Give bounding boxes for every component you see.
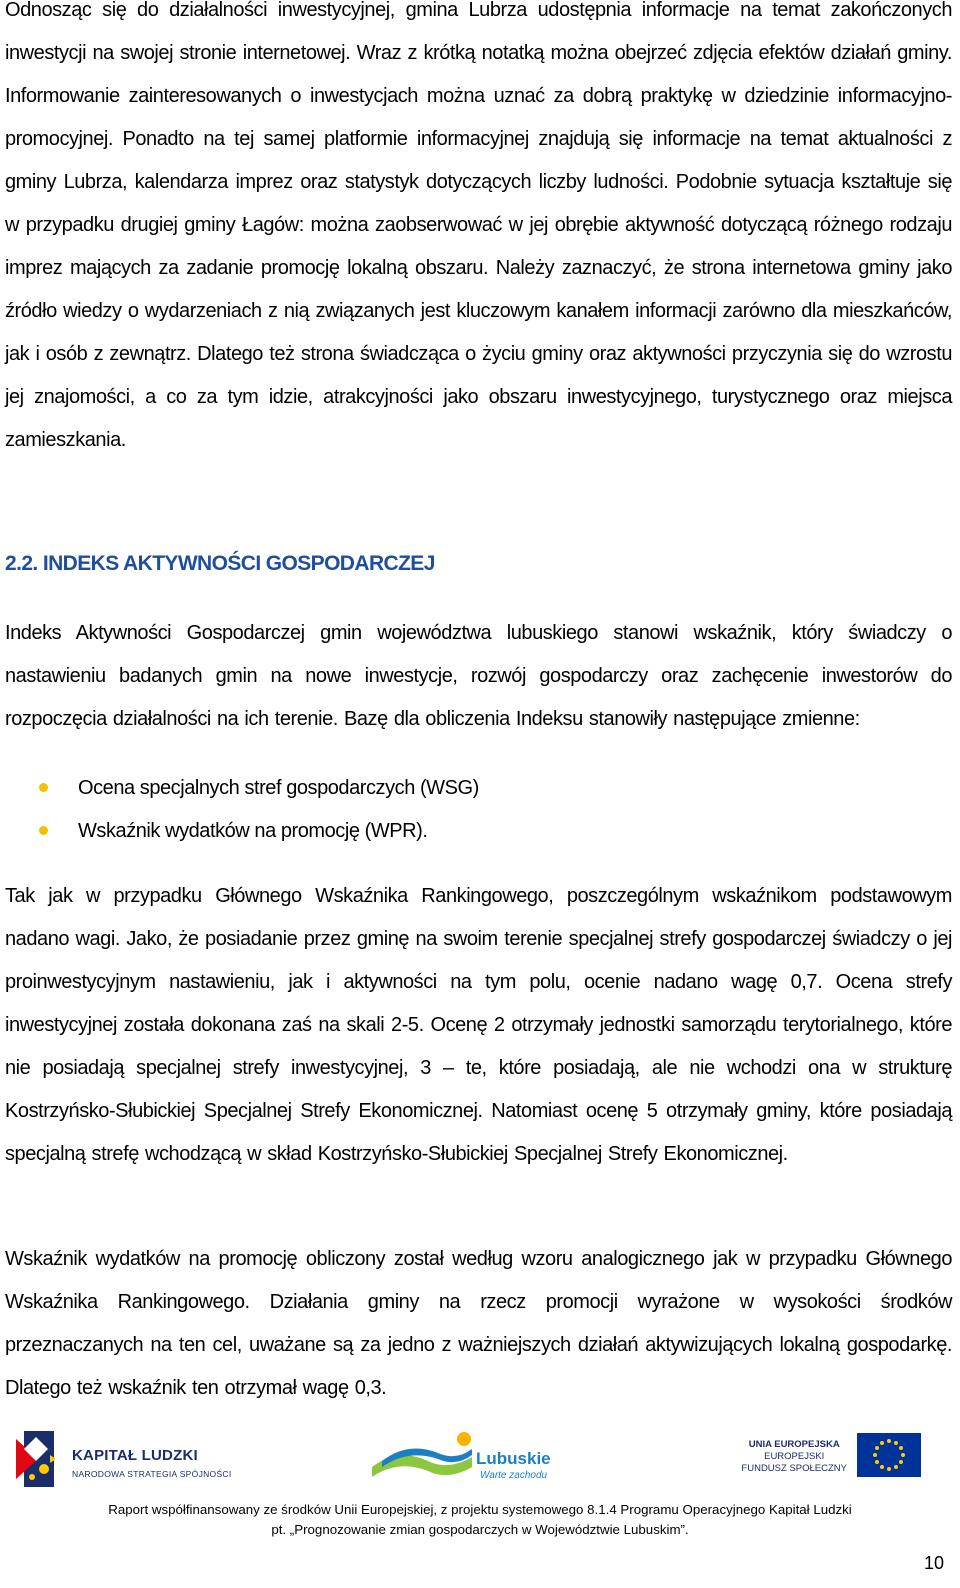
kapital-ludzki-subtitle: NARODOWA STRATEGIA SPÓJNOŚCI [72, 1469, 232, 1479]
eu-fund-line2: FUNDUSZ SPOŁECZNY [741, 1463, 847, 1474]
paragraph-lubrza-lagow: Odnosząc się do działalności inwestycyjnej, gmina Lubrza udostępnia informacje na temat zakończonych inwestycji na swojej stronie internetowej. Wraz z krótką notatką można obejrzeć zdjęcia efektów działań gminy. Informowanie zainteresowanych o inwestycjach można uznać za dobrą praktykę w dziedzinie informacyjno-promocyjnej. Ponadto na tej samej platformie informacyjnej znajdują się informacje na temat aktualności z gminy Lubrza, kalendarza imprez oraz statystyk dotyczących liczby ludności. Podobnie sytuacja kształtuje się w przypadku drugiej gminy Łagów: można zaobserwować w jej obrębie aktywność dotyczącą różnego rodzaju imprez mających za zadanie promocję lokalną obszaru. Należy zaznaczyć, że strona internetowa gminy jako źródło wiedzy o wydarzeniach z nią związanych jest kluczowym kanałem informacji zarówno dla mieszkańców, jak i osób z zewnątrz. Dlatego też strona świadcząca o życiu gminy oraz aktywności przyczynia się do wzrostu jej znajomości, a co za tym idzie, atrakcyjności jako obszaru inwestycyjnego, turystycznego oraz miejsca zamieszkania. [5, 0, 952, 451]
eu-logo [730, 1425, 945, 1495]
eu-flag-icon [857, 1433, 921, 1477]
footer-line-2: pt. „Prognozowanie zmian gospodarczych w Województwie Lubuskim”. [271, 1522, 689, 1537]
eu-title: UNIA EUROPEJSKA [748, 1439, 840, 1450]
footer-logos [0, 1425, 960, 1495]
paragraph-promotion: Wskaźnik wydatków na promocję obliczony został według wzoru analogicznego jak w przypadku Głównego Wskaźnika Rankingowego. Działania gminy na rzecz promocji wyrażone w wysokości środków przeznaczanych na ten cel, uważane są za jedno z ważniejszych działań aktywizujących lokalną gospodarkę. Dlatego też wskaźnik ten otrzymał wagę 0,3. [5, 1248, 952, 1399]
list-item-text: Wskaźnik wydatków na promocję (WPR). [78, 820, 428, 842]
bullet-dot-icon [39, 783, 48, 792]
bullet-dot-icon [39, 826, 48, 835]
kapital-ludzki-emblem-icon [14, 1429, 64, 1491]
list-item-text: Ocena specjalnych stref gospodarczych (WSG) [78, 777, 479, 799]
list-item [5, 810, 479, 853]
document-body [5, 0, 952, 1399]
lubuskie-emblem-icon [368, 1427, 476, 1487]
paragraph-weights: Tak jak w przypadku Głównego Wskaźnika Rankingowego, poszczególnym wskaźnikom podstawowym nadano wagi. Jako, że posiadanie przez gminę na swoim terenie specjalnej strefy gospodarczej świadczy o jej proinwestycyjnym nastawieniu, jak i aktywności na tym polu, ocenie nadano wagę 0,7. Ocena strefy inwestycyjnej została dokonana zaś na skali 2-5. Ocenę 2 otrzymały jednostki samorządu terytorialnego, które nie posiadają specjalnej strefy inwestycyjnej, 3 – te, które posiadają, ale nie wchodzi ona w strukturę Kostrzyńsko-Słubickiej Specjalnej Strefy Ekonomicznej. Natomiast ocenę 5 otrzymały gminy, które posiadają specjalną strefę wchodzącą w skład Kostrzyńsko-Słubickiej Specjalnej Strefy Ekonomicznej. [5, 885, 952, 1165]
footer-note [0, 1500, 960, 1540]
list-item [5, 767, 479, 810]
variables-list [5, 767, 479, 853]
eu-fund-line1: EUROPEJSKI [764, 1451, 825, 1462]
paragraph-index-intro: Indeks Aktywności Gospodarczej gmin województwa lubuskiego stanowi wskaźnik, który świadczy o nastawieniu badanych gmin na nowe inwestycje, rozwój gospodarczy oraz zachęcenie inwestorów do rozpoczęcia działalności na ich terenie. Bazę dla obliczenia Indeksu stanowiły następujące zmienne: [5, 622, 952, 730]
kapital-ludzki-logo [14, 1425, 244, 1495]
page-number: 10 [923, 1553, 944, 1573]
lubuskie-title: Lubuskie [476, 1449, 551, 1468]
kapital-ludzki-title: KAPITAŁ LUDZKI [72, 1447, 198, 1464]
lubuskie-subtitle: Warte zachodu [480, 1470, 548, 1481]
section-heading: 2.2. INDEKS AKTYWNOŚCI GOSPODARCZEJ [5, 552, 435, 575]
eu-text [741, 1439, 847, 1475]
footer-line-1: Raport współfinansowany ze środków Unii Europejskiej, z projektu systemowego 8.1.4 Programu Operacyjnego Kapitał Ludzki [108, 1502, 852, 1517]
lubuskie-logo [368, 1427, 568, 1497]
